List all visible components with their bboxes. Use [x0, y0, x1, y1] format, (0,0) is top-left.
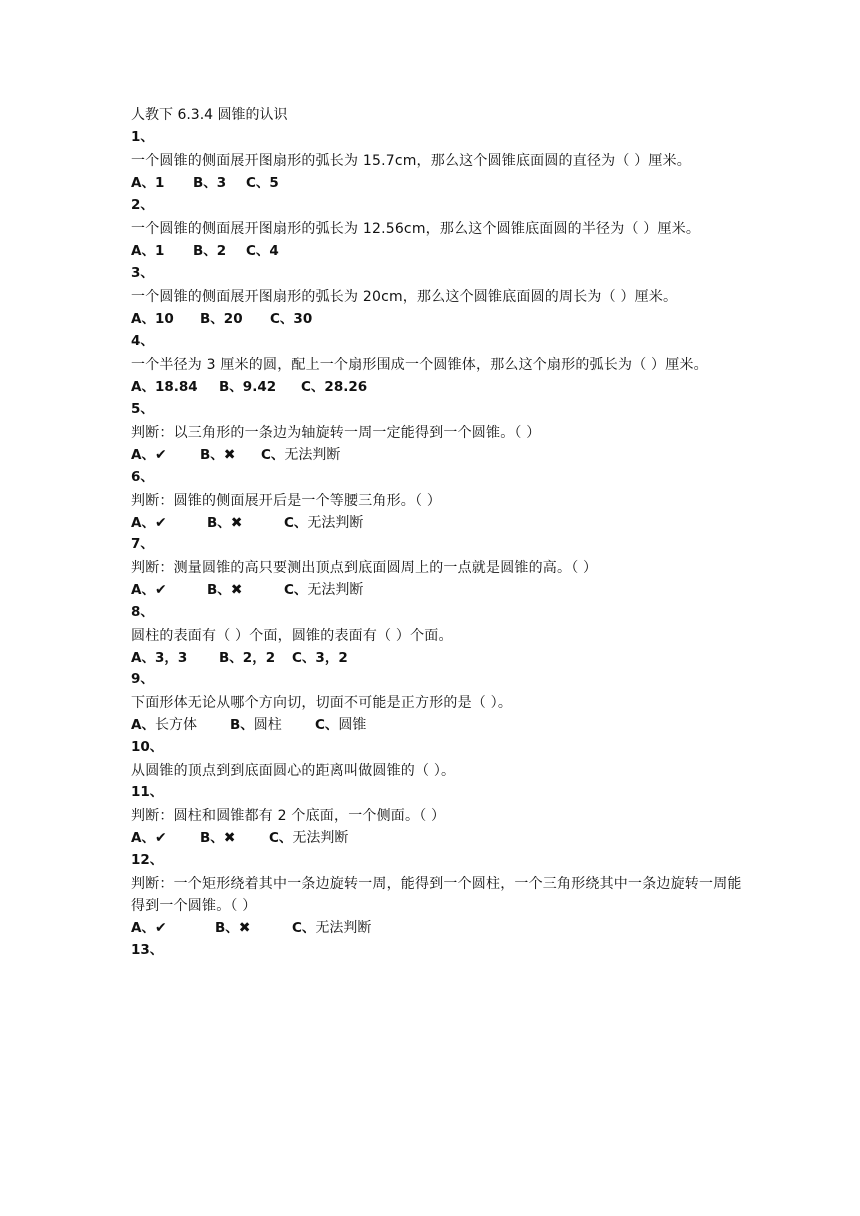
cross-mark-icon: ✖	[223, 830, 236, 846]
question-number: 9、	[131, 671, 154, 687]
question-item	[131, 468, 751, 536]
option-b: B、✖	[200, 447, 236, 463]
answer-options	[131, 174, 751, 196]
option-a: A、✔	[131, 830, 167, 846]
option-c: C、3，2	[292, 650, 348, 666]
question-text: 一个圆锥的侧面展开图扇形的弧长为 20cm，那么这个圆锥底面圆的周长为（ ）厘米。	[131, 289, 678, 305]
question-item	[131, 332, 751, 400]
cross-mark-icon: ✖	[230, 582, 243, 598]
question-text: 判断：以三角形的一条边为轴旋转一周一定能得到一个圆锥。（ ）	[131, 425, 541, 441]
page-title: 人教下 6.3.4 圆锥的认识	[131, 107, 288, 123]
question-item	[131, 264, 751, 332]
question-text: 一个圆锥的侧面展开图扇形的弧长为 15.7cm，那么这个圆锥底面圆的直径为（ ）厘米。	[131, 153, 692, 169]
option-a: A、10	[131, 311, 174, 327]
option-a: A、✔	[131, 920, 167, 936]
question-text: 判断：圆锥的侧面展开后是一个等腰三角形。（ ）	[131, 493, 442, 509]
question-number: 3、	[131, 265, 154, 281]
question-number: 7、	[131, 536, 154, 552]
question-item	[131, 128, 751, 196]
cross-mark-icon: ✖	[230, 515, 243, 531]
answer-options	[131, 242, 751, 264]
question-text: 判断：一个矩形绕着其中一条边旋转一周，能得到一个圆柱，一个三角形绕其中一条边旋转一周能得到一个圆锥。（ ）	[131, 876, 742, 914]
option-a: A、3，3	[131, 650, 188, 666]
cross-mark-icon: ✖	[238, 920, 251, 936]
question-number: 12、	[131, 852, 164, 868]
answer-options	[131, 829, 751, 851]
question-number: 6、	[131, 469, 154, 485]
question-item	[131, 603, 751, 671]
question-item	[131, 851, 751, 941]
check-mark-icon: ✔	[154, 447, 167, 463]
option-c: C、5	[246, 175, 279, 191]
question-item	[131, 670, 751, 738]
answer-options	[131, 378, 751, 400]
question-number: 10、	[131, 739, 164, 755]
question-item	[131, 738, 751, 782]
option-c: C、无法判断	[292, 920, 372, 936]
check-mark-icon: ✔	[154, 515, 167, 531]
option-a: A、长方体	[131, 717, 197, 733]
option-a: A、18.84	[131, 379, 198, 395]
option-b: B、圆柱	[230, 717, 282, 733]
question-item	[131, 535, 751, 603]
question-number: 1、	[131, 129, 154, 145]
option-b: B、✖	[200, 830, 236, 846]
answer-options	[131, 716, 751, 738]
question-item	[131, 783, 751, 851]
answer-options	[131, 310, 751, 332]
option-b: B、20	[200, 311, 243, 327]
question-text: 从圆锥的顶点到到底面圆心的距离叫做圆锥的（ ）。	[131, 763, 456, 779]
question-text: 下面形体无论从哪个方向切，切面不可能是正方形的是（ ）。	[131, 695, 513, 711]
option-b: B、2	[193, 243, 227, 259]
option-b: B、✖	[215, 920, 251, 936]
cross-mark-icon: ✖	[223, 447, 236, 463]
option-b: B、✖	[207, 515, 243, 531]
option-c: C、无法判断	[269, 830, 349, 846]
question-item	[131, 400, 751, 468]
option-a: A、✔	[131, 447, 167, 463]
option-a: A、✔	[131, 515, 167, 531]
option-c: C、无法判断	[284, 515, 364, 531]
question-number: 13、	[131, 942, 164, 958]
option-b: B、2，2	[219, 650, 276, 666]
option-c: C、4	[246, 243, 279, 259]
answer-options	[131, 446, 751, 468]
question-text: 一个半径为 3 厘米的圆，配上一个扇形围成一个圆锥体，那么这个扇形的弧长为（ ）厘米。	[131, 357, 708, 373]
option-c: C、28.26	[301, 379, 368, 395]
question-number: 4、	[131, 333, 154, 349]
answer-options	[131, 919, 751, 941]
option-c: C、无法判断	[261, 447, 341, 463]
question-number: 8、	[131, 604, 154, 620]
answer-options	[131, 514, 751, 536]
option-b: B、✖	[207, 582, 243, 598]
question-number: 2、	[131, 197, 154, 213]
answer-options	[131, 581, 751, 603]
question-text: 一个圆锥的侧面展开图扇形的弧长为 12.56cm，那么这个圆锥底面圆的半径为（ ）厘米。	[131, 221, 701, 237]
answer-options	[131, 649, 751, 671]
option-b: B、3	[193, 175, 227, 191]
option-a: A、1	[131, 243, 165, 259]
check-mark-icon: ✔	[154, 582, 167, 598]
question-text: 判断：测量圆锥的高只要测出顶点到底面圆周上的一点就是圆锥的高。（ ）	[131, 560, 598, 576]
option-a: A、✔	[131, 582, 167, 598]
check-mark-icon: ✔	[154, 830, 167, 846]
option-a: A、1	[131, 175, 165, 191]
option-c: C、无法判断	[284, 582, 364, 598]
question-item	[131, 941, 751, 963]
question-text: 判断：圆柱和圆锥都有 2 个底面，一个侧面。（ ）	[131, 808, 446, 824]
check-mark-icon: ✔	[154, 920, 167, 936]
question-number: 11、	[131, 784, 164, 800]
option-c: C、30	[270, 311, 313, 327]
option-c: C、圆锥	[315, 717, 367, 733]
question-item	[131, 196, 751, 264]
question-number: 5、	[131, 401, 154, 417]
question-text: 圆柱的表面有（ ）个面，圆锥的表面有（ ）个面。	[131, 628, 453, 644]
option-b: B、9.42	[219, 379, 277, 395]
